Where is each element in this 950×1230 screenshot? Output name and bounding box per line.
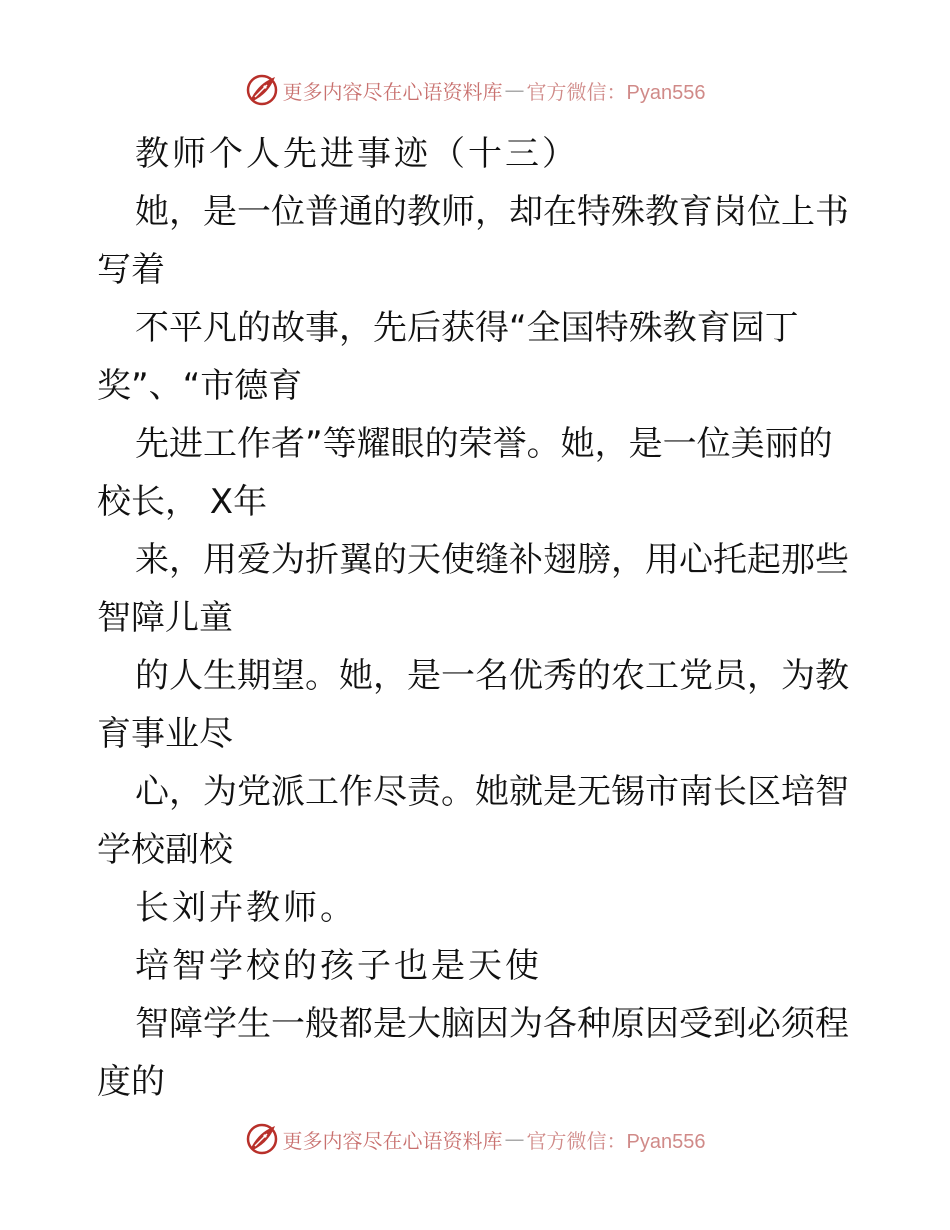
paragraph-line: 长刘卉教师。 [135, 888, 357, 928]
paragraph-line: 写着 [97, 250, 165, 290]
paragraph-line: 奖”、“市德育 [97, 366, 303, 406]
footer-dash: — [504, 1127, 525, 1151]
header-wechat [527, 76, 706, 105]
footer-banner [0, 1119, 950, 1159]
pen-nib-logo-icon [245, 73, 279, 107]
section-heading: 培智学校的孩子也是天使 [135, 946, 542, 986]
header-brand-text: 更多内容尽在心语资料库 [282, 79, 503, 104]
paragraph-line: 智障儿童 [97, 598, 233, 638]
document-title: 教师个人先进事迹（十三） [135, 134, 579, 174]
paragraph-line: 心，为党派工作尽责。她就是无锡市南长区培智 [135, 772, 849, 812]
paragraph-line: 不平凡的故事，先后获得“全国特殊教育园丁 [135, 308, 799, 348]
pen-nib-logo-icon [245, 1122, 279, 1156]
footer-wechat-id: Pyan556 [626, 1130, 706, 1153]
document-body [97, 125, 857, 1111]
paragraph-line: 度的 [97, 1062, 165, 1102]
footer-wechat-label: 官方微信： [526, 1128, 627, 1153]
header-banner [0, 70, 950, 110]
paragraph-line: 来，用爱为折翼的天使缝补翅膀，用心托起那些 [135, 540, 849, 580]
header-wechat-label: 官方微信： [526, 79, 627, 104]
header-dash: — [504, 78, 525, 102]
header-wechat-id: Pyan556 [626, 81, 706, 104]
footer-wechat [527, 1125, 706, 1154]
paragraph-line: 先进工作者”等耀眼的荣誉。她，是一位美丽的 [135, 424, 833, 464]
footer-brand-text: 更多内容尽在心语资料库 [282, 1128, 503, 1153]
paragraph-line: 智障学生一般都是大脑因为各种原因受到必须程 [135, 1004, 849, 1044]
paragraph-line: 她，是一位普通的教师，却在特殊教育岗位上书 [135, 192, 849, 232]
paragraph-line: 的人生期望。她，是一名优秀的农工党员，为教 [135, 656, 849, 696]
paragraph-line: 育事业尽 [97, 714, 233, 754]
paragraph-line: 学校副校 [97, 830, 233, 870]
paragraph-line: 校长， X年 [97, 482, 268, 522]
